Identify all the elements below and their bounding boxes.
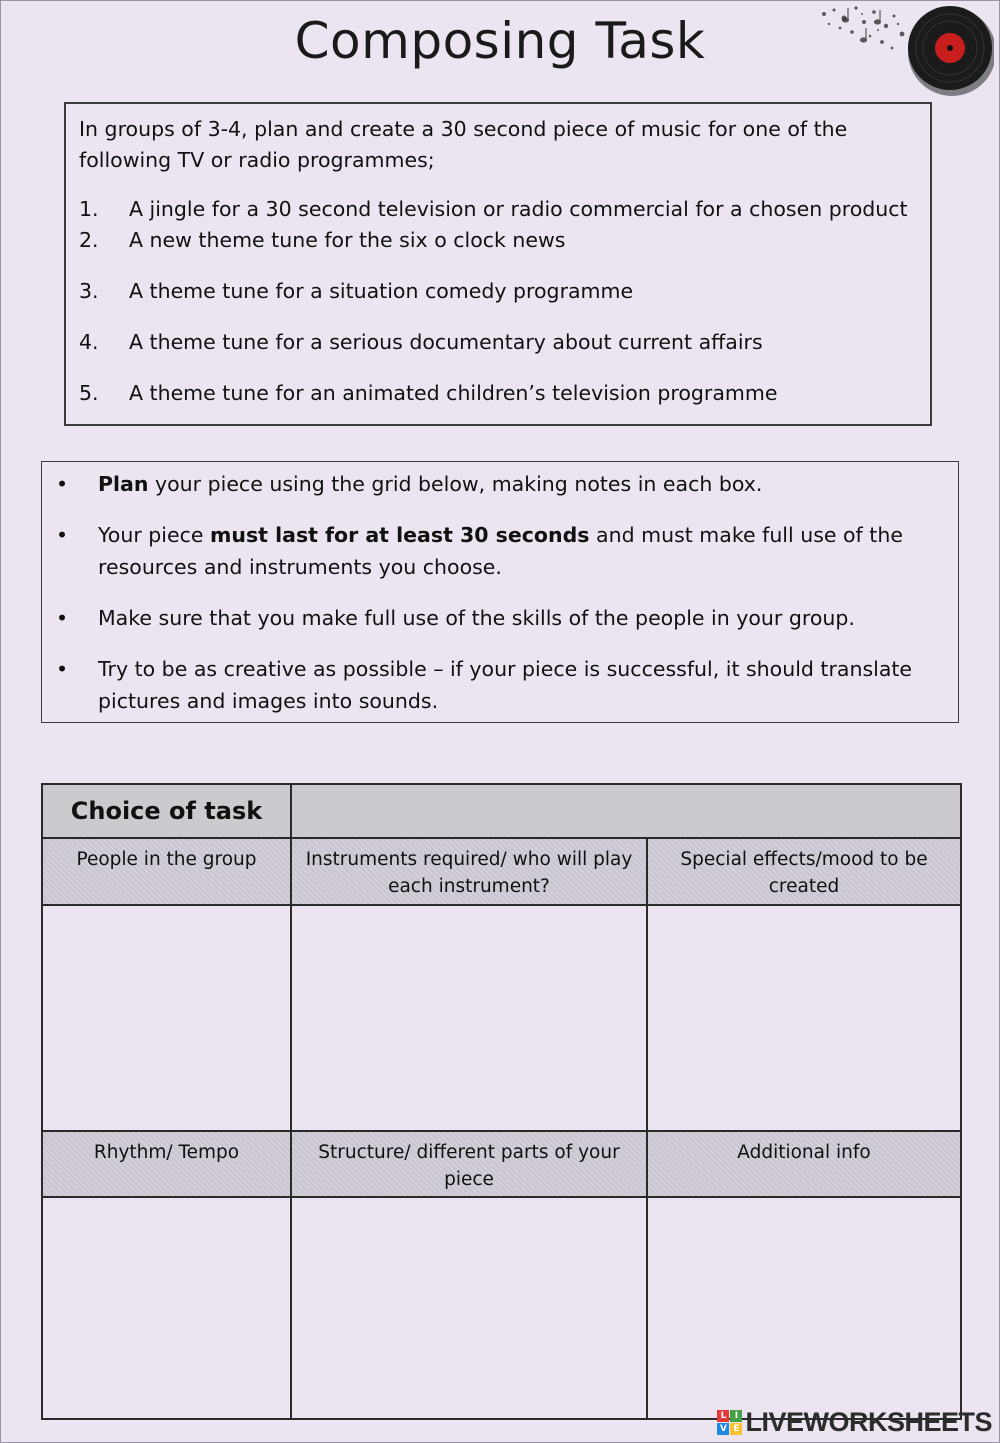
header-structure: Structure/ different parts of your piece (291, 1131, 647, 1197)
bullet-icon: • (56, 523, 69, 547)
header-special-effects: Special effects/mood to be created (647, 838, 961, 905)
intro-text: In groups of 3-4, plan and create a 30 second piece of music for one of the following TV or radio programmes; (79, 117, 848, 172)
instruments-input[interactable] (291, 905, 647, 1131)
people-in-group-input[interactable] (42, 905, 291, 1131)
option-text: A theme tune for a situation comedy programme (129, 279, 634, 303)
instruction-text: Plan your piece using the grid below, making notes in each box. (98, 472, 763, 496)
instruction-item (52, 653, 948, 717)
instruction-item (52, 519, 948, 583)
option-item (79, 378, 917, 409)
header-additional-info: Additional info (647, 1131, 961, 1197)
option-text: A new theme tune for the six o clock news (129, 228, 566, 252)
instruction-item (52, 602, 948, 634)
page-title: Composing Task (294, 12, 706, 70)
option-text: A theme tune for a serious documentary about current affairs (129, 330, 763, 354)
option-text: A jingle for a 30 second television or radio commercial for a chosen product (129, 197, 908, 221)
special-effects-input[interactable] (647, 905, 961, 1131)
option-item (79, 194, 917, 225)
bullet-icon: • (56, 657, 69, 681)
additional-info-input[interactable] (647, 1197, 961, 1419)
rhythm-tempo-input[interactable] (42, 1197, 291, 1419)
option-number: 3. (79, 279, 99, 303)
option-item (79, 225, 917, 256)
header-people-in-group: People in the group (42, 838, 291, 905)
option-number: 4. (79, 330, 99, 354)
option-item (79, 276, 917, 307)
header-instruments: Instruments required/ who will play each instrument? (291, 838, 647, 905)
option-number: 1. (79, 197, 99, 221)
vinyl-record-icon (804, 0, 994, 100)
bullet-icon: • (56, 472, 69, 496)
choice-of-task-label: Choice of task (42, 784, 291, 838)
instruction-text: Your piece must last for at least 30 seconds and must make full use of the resources and instruments you choose. (98, 523, 903, 579)
watermark-text: LIVEWORKSHEETS (745, 1406, 992, 1437)
bullet-icon: • (56, 606, 69, 630)
header-rhythm-tempo: Rhythm/ Tempo (42, 1131, 291, 1197)
planning-grid (41, 783, 962, 1420)
instruction-text: Make sure that you make full use of the skills of the people in your group. (98, 606, 855, 630)
option-number: 2. (79, 228, 99, 252)
choice-of-task-input[interactable] (291, 784, 961, 838)
option-number: 5. (79, 381, 99, 405)
structure-input[interactable] (291, 1197, 647, 1419)
instruction-text: Try to be as creative as possible – if your piece is successful, it should translate pictures and images into sounds. (98, 657, 913, 713)
task-options-box (64, 102, 932, 426)
liveworksheets-watermark (717, 1407, 992, 1437)
option-item (79, 327, 917, 358)
instructions-box (41, 461, 959, 723)
option-text: A theme tune for an animated children’s television programme (129, 381, 778, 405)
instruction-item (52, 468, 948, 500)
liveworksheets-logo-icon: L I V E (717, 1410, 742, 1435)
